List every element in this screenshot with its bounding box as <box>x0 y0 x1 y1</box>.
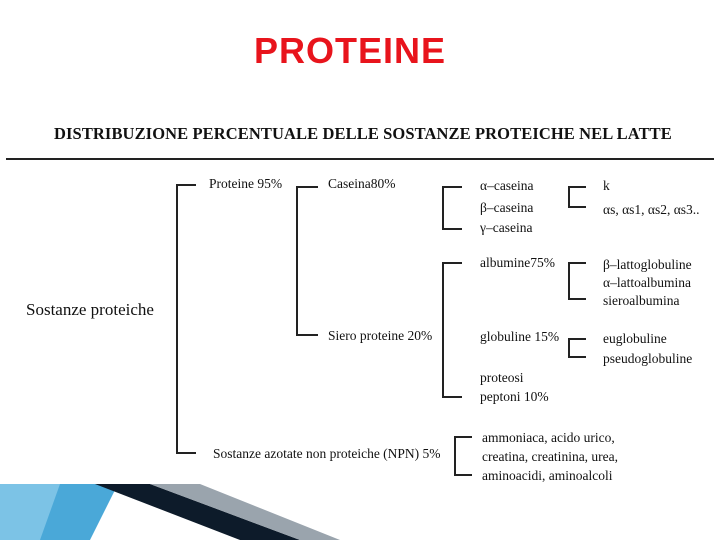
proteosi-label: proteosi <box>480 370 524 385</box>
bracket-caseine-bottom <box>442 228 462 230</box>
proteine-label: Proteine 95% <box>209 176 283 191</box>
globuline-label: globuline 15% <box>480 329 560 344</box>
table-title: DISTRIBUZIONE PERCENTUALE DELLE SOSTANZE PROTEICHE NEL LATTE <box>54 124 672 143</box>
protein-distribution-diagram <box>6 112 714 484</box>
bracket-albumine-top <box>568 262 586 264</box>
npn-item-2: creatina, creatinina, urea, <box>482 449 619 464</box>
bracket-caseine-vertical <box>442 186 444 230</box>
bracket-level1-vertical <box>176 184 178 454</box>
bracket-siero-top <box>442 262 462 264</box>
bracket-siero-vertical <box>442 262 444 398</box>
bracket-level1-bottom <box>176 452 196 454</box>
footer-decoration <box>0 484 720 540</box>
caseina-beta-label: β–caseina <box>480 200 534 215</box>
globuline-item-pseudo: pseudoglobuline <box>603 351 693 366</box>
bracket-npn-vertical <box>454 436 456 476</box>
bracket-npn-bottom <box>454 474 472 476</box>
slide-title: PROTEINE <box>253 30 447 71</box>
caseina-gamma-label: γ–caseina <box>480 220 533 235</box>
caseina-alpha-s-label: αs, αs1, αs2, αs3.. <box>603 202 700 217</box>
bracket-globuline-top <box>568 338 586 340</box>
npn-item-1: ammoniaca, acido urico, <box>482 430 615 445</box>
caseina-k-label: k <box>603 178 610 193</box>
bracket-level2-top <box>296 186 318 188</box>
bracket-level2-bottom <box>296 334 318 336</box>
npn-label: Sostanze azotate non proteiche (NPN) 5% <box>213 446 441 461</box>
bracket-level1-top <box>176 184 196 186</box>
globuline-item-eu: euglobuline <box>603 331 667 346</box>
bracket-globuline-vertical <box>568 338 570 358</box>
bracket-globuline-bottom <box>568 356 586 358</box>
bracket-npn-top <box>454 436 472 438</box>
title-rule <box>6 158 714 160</box>
peptoni-label: peptoni 10% <box>480 389 549 404</box>
caseina-label: Caseina80% <box>328 176 396 191</box>
albumine-item-beta: β–lattoglobuline <box>603 257 692 272</box>
npn-item-3: aminoacidi, aminoalcoli <box>482 468 613 483</box>
siero-label: Siero proteine 20% <box>328 328 433 343</box>
bracket-k-vertical <box>568 186 570 208</box>
albumine-label: albumine75% <box>480 255 555 270</box>
albumine-item-alpha: α–lattoalbumina <box>603 275 692 290</box>
bracket-albumine-bottom <box>568 298 586 300</box>
bracket-k-bottom <box>568 206 586 208</box>
bracket-k-top <box>568 186 586 188</box>
bracket-level2-vertical <box>296 186 298 336</box>
bracket-caseine-top <box>442 186 462 188</box>
caseina-alpha-label: α–caseina <box>480 178 534 193</box>
root-label: Sostanze proteiche <box>26 300 154 319</box>
bracket-siero-bottom <box>442 396 462 398</box>
bracket-albumine-vertical <box>568 262 570 300</box>
albumine-item-siero: sieroalbumina <box>603 293 680 308</box>
